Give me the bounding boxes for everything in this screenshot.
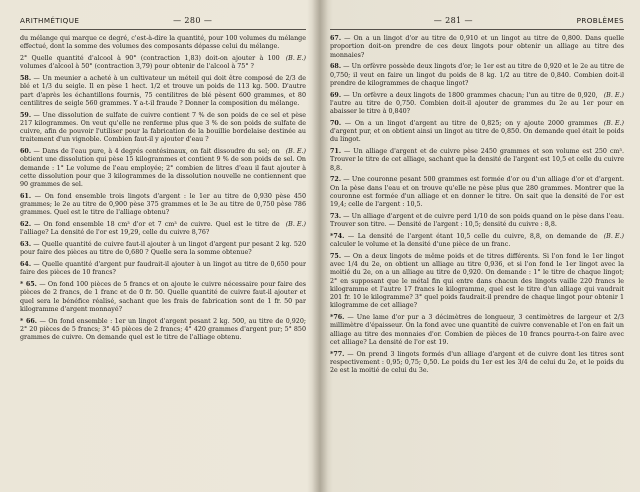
problem-paragraph: [20, 261, 306, 278]
problem-number: 67.: [330, 35, 342, 42]
problem-number: * 66.: [20, 317, 38, 325]
problem-text: — On a un lingot d'or au titre de 0,910 et un lingot au titre de 0,800. Dans quelle proportion doit-on prendre de ces deux lingots pour obtenir un alliage au titre des monnaies?: [330, 35, 624, 59]
left-page-body: [20, 35, 306, 342]
problem-text: — On fond 100 pièces de 5 francs et on ajoute le cuivre nécessaire pour faire des pièces de 2 francs, de 1 franc et de 0 fr. 50. Quelle quantité de cuivre faut-il ajouter et quel sera le bénéfice réalisé, sachant que les frais de fabrication sont de 1 fr. 50 par kilogramme d'argent monnayé?: [20, 281, 306, 313]
problem-text: — Une dissolution de sulfate de cuivre contient 7 % de son poids de ce sel et pèse 217 kilogrammes. On veut qu'elle ne renferme plus que 3 % de son poids de sulfate de cuivre, afin de pouvoir l'utiliser pour la fabrication de la bouillie bordelaise destinée au traitement d'un vignoble. Combien faut-il y ajouter d'eau ?: [20, 111, 306, 144]
problem-number: * 65.: [20, 281, 37, 288]
problem-paragraph: [330, 351, 624, 376]
problem-number: 70.: [330, 119, 342, 127]
right-page-body: [330, 35, 624, 375]
problem-number: *76.: [330, 314, 345, 321]
problem-number: *74.: [330, 232, 345, 240]
problem-paragraph: [20, 55, 306, 72]
right-page-header: [330, 17, 624, 30]
problem-text: — Un meunier a acheté à un cultivateur un méteil qui doit être composé de 2/3 de blé et 1/3 du seigle. Il en pèse 1 hect. 1/2 et trouve un poids de 113 kg. 500. D'autre part d'après les échantillons fournis, 75 centilitres de blé pèsent 600 grammes, et 80 centilitres de seigle 560 grammes. Y a-t-il fraude ? Donner la composition du mélange.: [20, 75, 306, 107]
problem-paragraph: [330, 253, 624, 311]
problem-paragraph: [330, 120, 624, 145]
problem-text: — On a un lingot d'argent au titre de 0,825; on y ajoute 2000 grammes d'argent pur, et on obtient ainsi un lingot au titre de 0,850. On demande quel était le poids du lingot.: [330, 119, 624, 144]
problem-text: — La densité de l'argent étant 10,5 celle du cuivre, 8,8, on demande de calculer le volume et la densité d'une pièce de un franc.: [330, 232, 598, 248]
problem-text: — On fond ensemble 18 cm³ d'or et 7 cm³ de cuivre. Quel est le titre de l'alliage? La densité de l'or est 19,29, celle du cuivre 8,76?: [20, 221, 280, 237]
problem-text: — On prend 3 lingots formés d'un alliage d'argent et de cuivre dont les titres sont respectivement : 0,95; 0,75; 0,50. Le poids du 1er est les 3/4 de celui du 2e, et le poids du 2e est la moitié de celui du 3e.: [330, 350, 624, 374]
book-gutter: [312, 0, 328, 492]
problem-number: 75.: [330, 252, 342, 260]
problem-number: 71.: [330, 148, 342, 155]
right-page: [330, 0, 624, 492]
problem-paragraph: [330, 35, 624, 60]
problem-text: 2° Quelle quantité d'alcool à 90° (contraction 1,83) doit-on ajouter à 100 volumes d'alcool à 50° (contraction 3,79) pour obtenir de l'alcool à 75° ?: [20, 55, 280, 71]
source-note: (B. E.): [603, 119, 624, 127]
problem-number: 58.: [20, 75, 32, 82]
left-page-header: [20, 17, 306, 30]
problem-paragraph: [330, 148, 624, 173]
problem-number: 61.: [20, 192, 32, 200]
problem-text: — Un orfèvre possède deux lingots d'or; le 1er est au titre de 0,920 et le 2e au titre de 0,750; il veut en faire un lingot du poids de 8 kg. 1/2 au titre de 0,840. Combien doit-il prendre de kilogrammes de chaque lingot?: [330, 63, 624, 87]
problem-text: — On fond ensemble trois lingots d'argent : le 1er au titre de 0,930 pèse 450 grammes; le 2e au titre de 0,900 pèse 375 grammes et le 3e au titre de 0,750 pèse 786 grammes. Quel est le titre de l'alliage obtenu?: [20, 192, 306, 217]
problem-text: — Une couronne pesant 500 grammes est formée d'or ou d'un alliage d'or et d'argent. On la pèse dans l'eau et on trouve qu'elle ne pèse plus que 280 grammes. Montrer que la couronne est formée d'un alliage et en donner le titre. On sait que la densité de l'or est 19,4; celle de l'argent : 10,5.: [330, 176, 624, 208]
problem-paragraph: [20, 112, 306, 145]
problem-paragraph: [330, 176, 624, 209]
running-title: ARITHMÉTIQUE: [20, 16, 80, 25]
problem-number: 69.: [330, 91, 342, 99]
problem-paragraph: [20, 318, 306, 343]
problem-paragraph: [330, 92, 624, 117]
problem-number: 62.: [20, 221, 32, 228]
problem-number: 64.: [20, 261, 32, 268]
problem-text: — On fond ensemble : 1er un lingot d'argent pesant 2 kg. 500, au titre de 0,920; 2° 20 pièces de 5 francs; 3° 45 pièces de 2 francs; 4° 420 grammes d'argent pur; 5° 850 grammes de cuivre. On demande quel est le titre de l'alliage obtenu.: [20, 317, 306, 341]
problem-paragraph: [330, 63, 624, 88]
source-note: (B. E.): [285, 221, 306, 228]
source-note: (B. E.): [603, 91, 624, 99]
problem-paragraph: [20, 35, 306, 52]
problem-paragraph: [330, 233, 624, 250]
left-page: [20, 0, 306, 492]
problem-paragraph: [330, 213, 624, 230]
problem-text: — On a deux lingots de même poids et de titres différents. Si l'on fond le 1er lingot avec 1/4 du 2e, on obtient un alliage au titre 0,936, et si l'on fond le 1er lingot avec la moitié du 2e, on a un alliage au titre de 0,920. On demande : 1° le titre de chaque lingot; 2° en supposant que le métal fin qui entre dans chacun des lingots vaille 220 francs le kilogramme et l'autre 17 francs le kilogramme, quel est le titre d'un alliage qui vaudrait 201 fr. 10 le kilogramme? 3° quel poids faudrait-il prendre de chaque lingot pour obtenir 1 kilogramme de cet alliage?: [330, 252, 624, 310]
problem-text: — Quelle quantité d'argent pur faudrait-il ajouter à un lingot au titre de 0,650 pour faire des pièces de 10 francs?: [20, 261, 306, 277]
problem-number: 60.: [20, 148, 32, 155]
problem-text: — Un orfèvre a deux lingots de 1800 grammes chacun; l'un au titre de 0,920, l'autre au titre de 0,750. Combien doit-il ajouter de grammes du 2e au 1er pour en abaisser le titre à 0,840?: [330, 91, 624, 115]
problem-paragraph: [20, 148, 306, 189]
problem-number: 59.: [20, 111, 32, 119]
page-number: — 281 —: [433, 16, 473, 25]
source-note: (B. E.): [285, 55, 306, 62]
problem-text: — Une lame d'or pur a 3 décimètres de longueur, 3 centimètres de largeur et 2/3 millimètre d'épaisseur. On la fond avec une quantité de cuivre convenable et l'on en fait un alliage au titre des monnaies d'or. Combien de pièces de 10 francs pourra-t-on faire avec cet alliage? La densité de l'or est 19.: [330, 314, 624, 346]
problem-paragraph: [20, 281, 306, 314]
problem-text: — Un alliage d'argent et de cuivre perd 1/10 de son poids quand on le pèse dans l'eau. Trouver son titre. — Densité de l'argent : 10,5; densité du cuivre : 8,8.: [330, 212, 624, 228]
problem-text: — Quelle quantité de cuivre faut-il ajouter à un lingot d'argent pur pesant 2 kg. 520 pour faire des pièces au titre de 0,680 ? Quelle sera la somme obtenue?: [20, 241, 306, 257]
problem-paragraph: [20, 221, 306, 238]
problem-text: — Dans de l'eau pure, à 4 degrés centésimaux, on fait dissoudre du sel; on obtient une dissolution qui pèse 15 kilogrammes et contient 9 % de son poids de sel. On demande : 1° Le volume de l'eau employée; 2° combien de litres d'eau il faut ajouter à cette dissolution pour que 3 kilogrammes de la dissolution nouvelle ne contiennent que 90 grammes de sel.: [20, 148, 306, 188]
problem-number: 73.: [330, 212, 342, 220]
problem-text: du mélange qui marque ce degré, c'est-à-dire la quantité, pour 100 volumes du mélange effectué, dont la somme des volumes des composants dépasse celui du mélange.: [20, 35, 306, 51]
problem-paragraph: [330, 314, 624, 347]
problem-paragraph: [20, 193, 306, 218]
problem-number: 63.: [20, 241, 32, 248]
problem-number: 68.: [330, 63, 342, 71]
source-note: (B. E.): [603, 232, 624, 240]
problem-number: *77.: [330, 350, 345, 358]
problem-text: — Un alliage d'argent et de cuivre pèse 2450 grammes et son volume est 250 cm³. Trouver le titre de cet alliage, sachant que la densité de l'argent est 10,5 et celle du cuivre 8,8.: [330, 148, 624, 172]
page-number: — 280 —: [173, 16, 213, 25]
source-note: (B. E.): [285, 148, 306, 155]
problem-number: 72.: [330, 176, 342, 184]
problem-paragraph: [20, 241, 306, 258]
running-title: PROBLÈMES: [576, 16, 624, 25]
problem-paragraph: [20, 75, 306, 108]
